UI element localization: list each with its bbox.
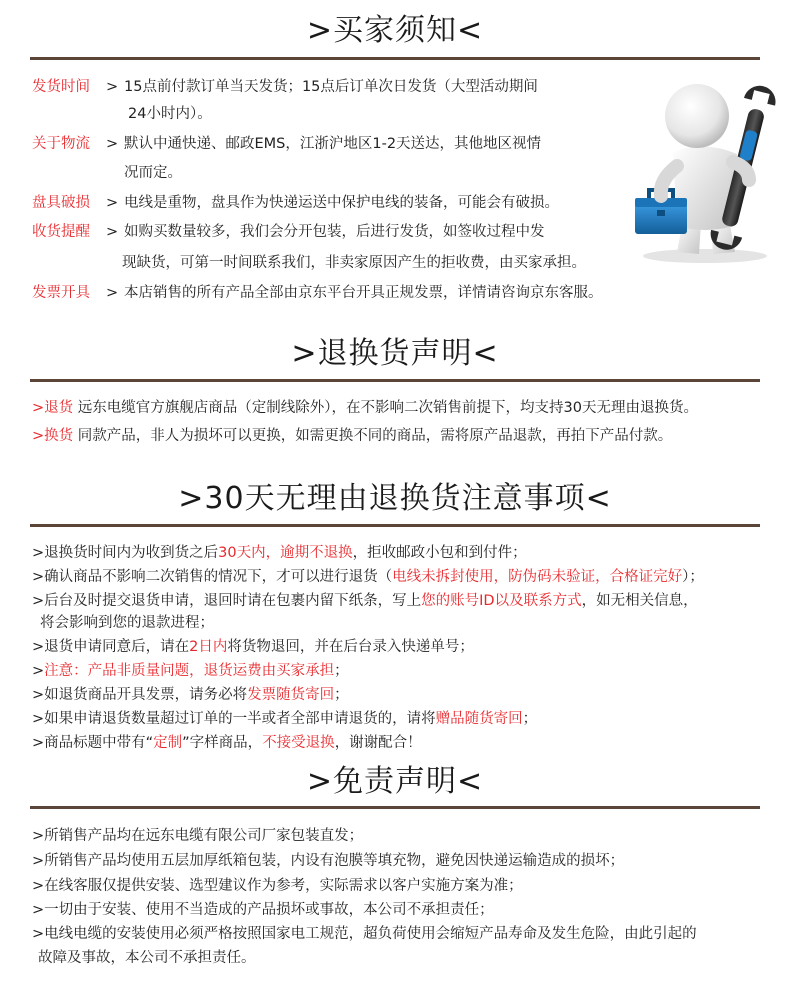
note-text: ；: [522, 711, 538, 727]
return-policy-line: [32, 398, 698, 418]
buyer-notice-divider: [30, 57, 760, 60]
note-text: >确认商品不影响二次销售的情况下，才可以进行退货（: [32, 569, 393, 585]
item-arrow: >: [106, 285, 119, 301]
note-text: ，拒收邮政小包和到付件；: [352, 545, 527, 561]
item-label-reel-damage: 盘具破损: [32, 195, 90, 211]
item-label-invoice: 发票开具: [32, 285, 90, 301]
disclaimer-line: >电线电缆的安装使用必须严格按照国家电工规范，超负荷使用会缩短产品寿命及发生危险，由此引起的: [32, 926, 697, 942]
disclaimer-divider: [30, 806, 760, 809]
note-highlight: 2日内: [189, 639, 228, 655]
item-text: 况而定。: [124, 165, 182, 181]
note-highlight: 注意：产品非质量问题，退货运费由买家承担: [44, 663, 335, 679]
note-text: 将货物退回，并在后台录入快递单号；: [227, 639, 474, 655]
note-highlight: 30天内，逾期不退换: [218, 545, 353, 561]
note-text: >: [32, 663, 45, 679]
note-line: [40, 613, 214, 633]
item-arrow: >: [106, 195, 119, 211]
item-label-shipping-time: 发货时间: [32, 79, 90, 95]
note-text: ，如无相关信息，: [581, 593, 698, 609]
disclaimer-line: >所销售产品均使用五层加厚纸箱包装，内设有泡膜等填充物，避免因快递运输造成的损坏；: [32, 853, 625, 869]
note-text: >退货申请同意后，请在: [32, 639, 190, 655]
note-text: >后台及时提交退货申请，退回时请在包裹内留下纸条，写上: [32, 593, 422, 609]
buyer-notice-title: >买家须知<: [306, 13, 484, 48]
return-label: >退货: [32, 400, 74, 416]
note-line: [32, 637, 474, 657]
note-line: [32, 685, 349, 705]
note-text: ；: [334, 663, 349, 679]
note-text: ；: [334, 687, 349, 703]
item-text: 24小时内）。: [128, 106, 212, 122]
disclaimer-title: >免责声明<: [306, 764, 484, 799]
note-line: [32, 661, 349, 681]
disclaimer-line: >所销售产品均在远东电缆有限公司厂家包装直发；: [32, 828, 364, 844]
note-text: >如退货商品开具发票，请务必将: [32, 687, 248, 703]
note-highlight: 电线未拆封使用，防伪码未验证，合格证完好: [392, 569, 683, 585]
thirty-day-notes-divider: [30, 524, 760, 527]
note-text: 将会影响到您的退款进程；: [40, 615, 214, 631]
note-highlight: 定制: [153, 735, 183, 751]
disclaimer-line: >在线客服仅提供安装、选型建议作为参考，实际需求以客户实施方案为准；: [32, 878, 523, 894]
thirty-day-notes-title: >30天无理由退换货注意事项<: [178, 481, 612, 516]
item-arrow: >: [106, 136, 119, 152]
exchange-label: >换货: [32, 428, 74, 444]
note-text: >退换货时间内为收到货之后: [32, 545, 219, 561]
note-text: ，谢谢配合！: [334, 735, 422, 751]
note-text: ”字样商品，: [182, 735, 263, 751]
note-line: [32, 567, 704, 587]
note-text: >商品标题中带有“: [32, 735, 154, 751]
note-highlight: 发票随货寄回: [247, 687, 335, 703]
note-highlight: 不接受退换: [262, 735, 335, 751]
note-line: [32, 733, 422, 753]
item-arrow: >: [106, 79, 119, 95]
item-text: 如购买数量较多，我们会分开包装，后进行发货，如签收过程中发: [124, 224, 545, 240]
note-highlight: 赠品随货寄回: [435, 711, 523, 727]
return-text: 远东电缆官方旗舰店商品（定制线除外），在不影响二次销售前提下，均支持30天无理由退换货。: [73, 400, 698, 416]
exchange-text: 同款产品，非人为损坏可以更换，如需更换不同的商品，需将原产品退款，再拍下产品付款。: [73, 428, 673, 444]
note-line: [32, 591, 698, 611]
disclaimer-line: 故障及事故，本公司不承担责任。: [38, 950, 256, 966]
note-text: >如果申请退货数量超过订单的一半或者全部申请退货的，请将: [32, 711, 436, 727]
mascot-with-wrench-illustration: [625, 70, 785, 265]
exchange-policy-line: [32, 426, 672, 446]
note-line: [32, 709, 537, 729]
item-text: 现缺货，可第一时间联系我们，非卖家原因产生的拒收费，由买家承担。: [122, 255, 586, 271]
item-text: 本店销售的所有产品全部由京东平台开具正规发票，详情请咨询京东客服。: [124, 285, 603, 301]
note-line: [32, 543, 527, 563]
note-text: ）；: [682, 569, 704, 585]
item-arrow: >: [106, 224, 119, 240]
item-label-logistics: 关于物流: [32, 136, 90, 152]
disclaimer-line: >一切由于安装、使用不当造成的产品损坏或事故，本公司不承担责任；: [32, 902, 494, 918]
item-text: 15点前付款订单当天发货；15点后订单次日发货（大型活动期间: [124, 79, 538, 95]
returns-statement-title: >退换货声明<: [291, 336, 499, 371]
item-text: 默认中通快递、邮政EMS，江浙沪地区1-2天送达，其他地区视情: [124, 136, 542, 152]
note-highlight: 您的账号ID以及联系方式: [421, 593, 582, 609]
item-text: 电线是重物，盘具作为快递运送中保护电线的装备，可能会有破损。: [124, 195, 559, 211]
returns-statement-divider: [30, 379, 760, 382]
item-label-receipt-reminder: 收货提醒: [32, 224, 90, 240]
